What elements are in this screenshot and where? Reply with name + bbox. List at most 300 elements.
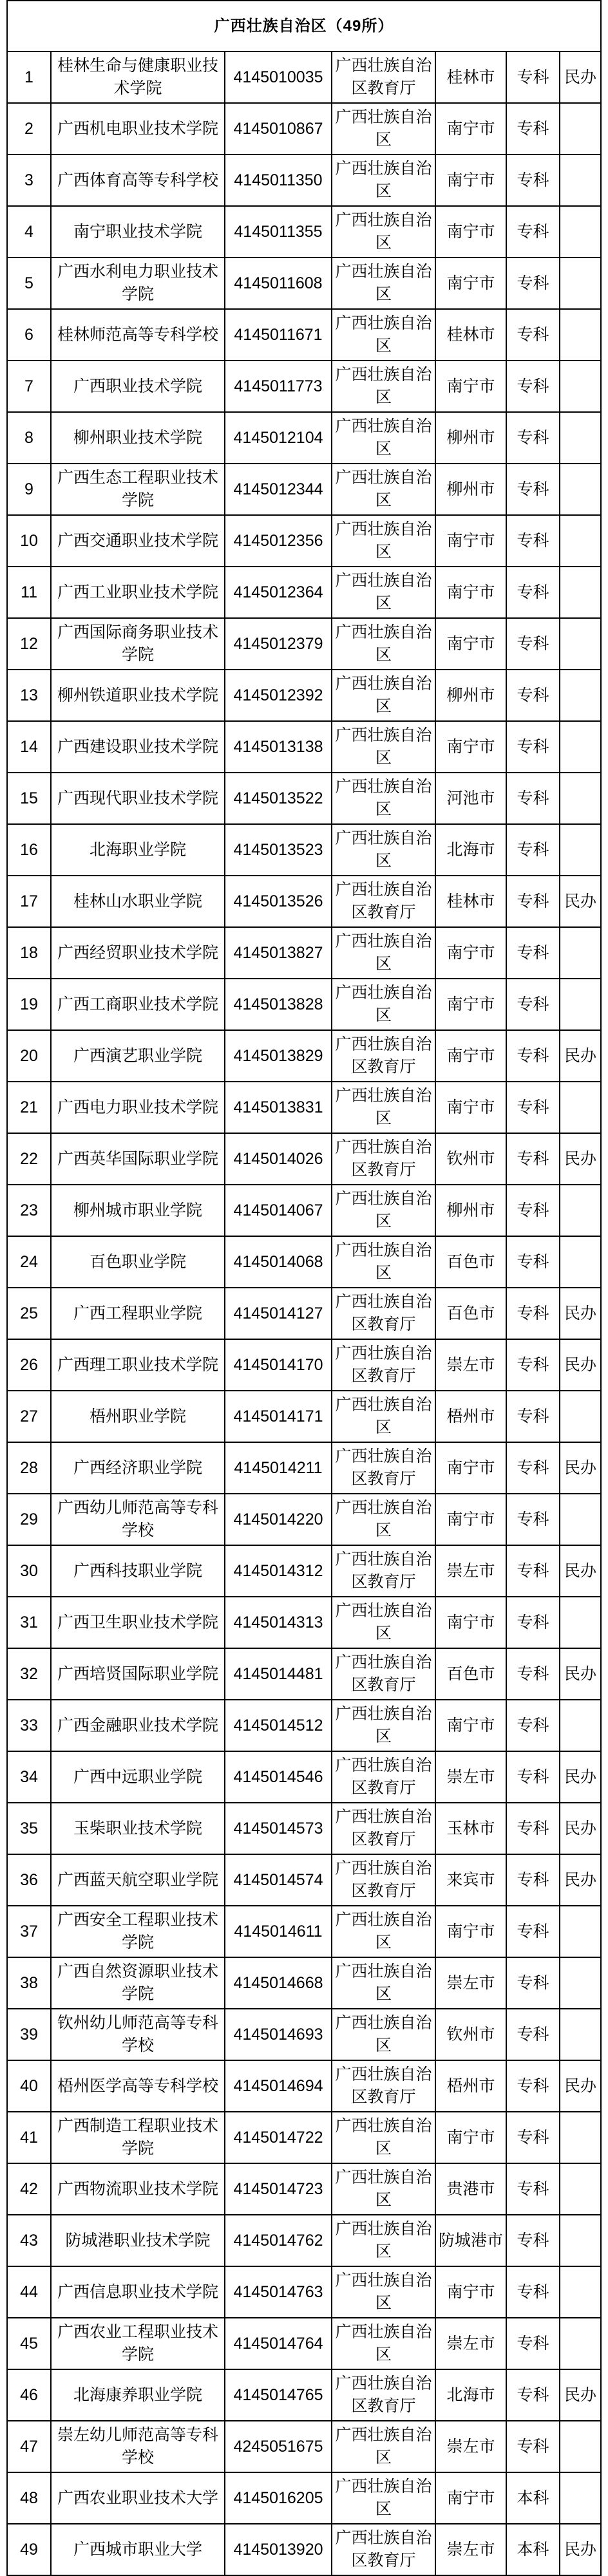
school-name-cell: 广西英华国际职业学院 [51,1133,225,1185]
city-cell: 南宁市 [435,1906,506,1957]
table-row [7,464,601,515]
row-number-cell: 21 [7,1082,51,1133]
table-row [7,1597,601,1648]
table-row [7,258,601,309]
ownership-cell: 民办 [560,2369,601,2421]
city-cell: 柳州市 [435,464,506,515]
school-name-cell: 广西城市职业大学 [51,2524,225,2575]
school-code-cell: 4145014546 [225,1751,332,1803]
city-cell: 百色市 [435,1648,506,1700]
school-name-cell: 广西自然资源职业技术学院 [51,1957,225,2009]
city-cell: 南宁市 [435,927,506,979]
school-name-cell: 百色职业学院 [51,1236,225,1288]
ownership-cell: 民办 [560,1854,601,1906]
row-number-cell: 28 [7,1442,51,1494]
table-row [7,103,601,155]
row-number-cell: 10 [7,515,51,567]
ownership-cell [560,412,601,464]
row-number-cell: 35 [7,1803,51,1854]
authority-cell: 广西壮族自治区 [332,927,435,979]
authority-cell: 广西壮族自治区 [332,2421,435,2472]
ownership-cell [560,1597,601,1648]
row-number-cell: 20 [7,1030,51,1082]
row-number-cell: 33 [7,1700,51,1751]
ownership-cell [560,1082,601,1133]
table-row [7,1957,601,2009]
city-cell: 南宁市 [435,206,506,258]
authority-cell: 广西壮族自治区教育厅 [332,1803,435,1854]
row-number-cell: 7 [7,361,51,412]
school-code-cell: 4145013523 [225,824,332,876]
level-cell: 专科 [506,155,560,206]
city-cell: 柳州市 [435,1185,506,1236]
city-cell: 桂林市 [435,309,506,361]
table-row [7,1185,601,1236]
ownership-cell [560,1957,601,2009]
row-number-cell: 48 [7,2472,51,2524]
table-row [7,515,601,567]
city-cell: 桂林市 [435,52,506,103]
authority-cell: 广西壮族自治区教育厅 [332,2524,435,2575]
school-name-cell: 广西交通职业技术学院 [51,515,225,567]
school-name-cell: 广西工程职业学院 [51,1288,225,1339]
school-code-cell: 4145014722 [225,2112,332,2163]
school-name-cell: 北海职业学院 [51,824,225,876]
row-number-cell: 37 [7,1906,51,1957]
school-name-cell: 桂林山水职业学院 [51,876,225,927]
school-name-cell: 南宁职业技术学院 [51,206,225,258]
ownership-cell: 民办 [560,2060,601,2112]
row-number-cell: 30 [7,1545,51,1597]
school-name-cell: 柳州城市职业学院 [51,1185,225,1236]
school-code-cell: 4145014668 [225,1957,332,2009]
city-cell: 南宁市 [435,618,506,670]
level-cell: 专科 [506,103,560,155]
school-code-cell: 4145014694 [225,2060,332,2112]
level-cell: 专科 [506,2009,560,2060]
school-code-cell: 4145013831 [225,1082,332,1133]
school-name-cell: 桂林师范高等专科学校 [51,309,225,361]
school-name-cell: 广西信息职业技术学院 [51,2266,225,2318]
school-name-cell: 广西经济职业学院 [51,1442,225,1494]
level-cell: 专科 [506,1854,560,1906]
table-row [7,773,601,824]
authority-cell: 广西壮族自治区 [332,206,435,258]
level-cell: 专科 [506,1236,560,1288]
city-cell: 柳州市 [435,412,506,464]
row-number-cell: 25 [7,1288,51,1339]
school-code-cell: 4145013526 [225,876,332,927]
row-number-cell: 32 [7,1648,51,1700]
school-code-cell: 4145013827 [225,927,332,979]
school-name-cell: 广西电力职业技术学院 [51,1082,225,1133]
ownership-cell [560,155,601,206]
level-cell: 专科 [506,979,560,1030]
school-code-cell: 4145014067 [225,1185,332,1236]
table-row [7,1545,601,1597]
city-cell: 防城港市 [435,2215,506,2266]
school-code-cell: 4145012379 [225,618,332,670]
table-row [7,1133,601,1185]
city-cell: 南宁市 [435,1597,506,1648]
school-code-cell: 4145013138 [225,721,332,773]
ownership-cell [560,515,601,567]
ownership-cell [560,1906,601,1957]
school-name-cell: 广西职业技术学院 [51,361,225,412]
level-cell: 专科 [506,2318,560,2369]
authority-cell: 广西壮族自治区 [332,979,435,1030]
ownership-cell [560,670,601,721]
school-name-cell: 广西国际商务职业技术学院 [51,618,225,670]
level-cell: 专科 [506,773,560,824]
row-number-cell: 19 [7,979,51,1030]
table-row [7,1803,601,1854]
ownership-cell: 民办 [560,1751,601,1803]
level-cell: 专科 [506,1803,560,1854]
ownership-cell: 民办 [560,2524,601,2575]
ownership-cell [560,2215,601,2266]
table-row [7,1236,601,1288]
school-code-cell: 4145013920 [225,2524,332,2575]
table-row [7,2318,601,2369]
table-row [7,1648,601,1700]
authority-cell: 广西壮族自治区教育厅 [332,52,435,103]
city-cell: 南宁市 [435,155,506,206]
level-cell: 专科 [506,1288,560,1339]
authority-cell: 广西壮族自治区教育厅 [332,876,435,927]
authority-cell: 广西壮族自治区教育厅 [332,1442,435,1494]
school-name-cell: 广西工商职业技术学院 [51,979,225,1030]
level-cell: 专科 [506,412,560,464]
school-name-cell: 钦州幼儿师范高等专科学校 [51,2009,225,2060]
row-number-cell: 15 [7,773,51,824]
city-cell: 南宁市 [435,2266,506,2318]
city-cell: 崇左市 [435,1751,506,1803]
level-cell: 专科 [506,52,560,103]
school-name-cell: 防城港职业技术学院 [51,2215,225,2266]
authority-cell: 广西壮族自治区 [332,2112,435,2163]
school-name-cell: 广西幼儿师范高等专科学校 [51,1494,225,1545]
city-cell: 南宁市 [435,567,506,618]
city-cell: 钦州市 [435,2009,506,2060]
level-cell: 专科 [506,1391,560,1442]
city-cell: 来宾市 [435,1854,506,1906]
school-code-cell: 4145014574 [225,1854,332,1906]
row-number-cell: 6 [7,309,51,361]
level-cell: 专科 [506,670,560,721]
school-code-cell: 4145014764 [225,2318,332,2369]
authority-cell: 广西壮族自治区教育厅 [332,1133,435,1185]
authority-cell: 广西壮族自治区 [332,258,435,309]
school-code-cell: 4145014611 [225,1906,332,1957]
ownership-cell: 民办 [560,1339,601,1391]
level-cell: 专科 [506,1082,560,1133]
authority-cell: 广西壮族自治区 [332,773,435,824]
city-cell: 崇左市 [435,1339,506,1391]
authority-cell: 广西壮族自治区教育厅 [332,1545,435,1597]
row-number-cell: 23 [7,1185,51,1236]
school-code-cell: 4145014312 [225,1545,332,1597]
level-cell: 专科 [506,2112,560,2163]
school-code-cell: 4145012356 [225,515,332,567]
authority-cell: 广西壮族自治区 [332,1700,435,1751]
authority-cell: 广西壮族自治区 [332,1391,435,1442]
authority-cell: 广西壮族自治区 [332,2215,435,2266]
row-number-cell: 46 [7,2369,51,2421]
school-name-cell: 广西水利电力职业技术学院 [51,258,225,309]
row-number-cell: 29 [7,1494,51,1545]
school-code-cell: 4145012344 [225,464,332,515]
ownership-cell [560,927,601,979]
table-row [7,206,601,258]
authority-cell: 广西壮族自治区 [332,1957,435,2009]
school-code-cell: 4145014211 [225,1442,332,1494]
school-code-cell: 4145014763 [225,2266,332,2318]
authority-cell: 广西壮族自治区教育厅 [332,2369,435,2421]
school-code-cell: 4145014068 [225,1236,332,1288]
table-row [7,567,601,618]
table-title: 广西壮族自治区（49所） [7,1,601,52]
table-row [7,670,601,721]
ownership-cell [560,2163,601,2215]
authority-cell: 广西壮族自治区 [332,361,435,412]
city-cell: 南宁市 [435,2112,506,2163]
table-row [7,309,601,361]
authority-cell: 广西壮族自治区 [332,309,435,361]
ownership-cell [560,2318,601,2369]
authority-cell: 广西壮族自治区 [332,824,435,876]
school-code-cell: 4145012364 [225,567,332,618]
school-code-cell: 4145011608 [225,258,332,309]
authority-cell: 广西壮族自治区教育厅 [332,1648,435,1700]
ownership-cell [560,721,601,773]
table-body [7,52,601,2575]
city-cell: 南宁市 [435,361,506,412]
school-name-cell: 玉柴职业技术学院 [51,1803,225,1854]
authority-cell: 广西壮族自治区 [332,1906,435,1957]
school-code-cell: 4145010867 [225,103,332,155]
city-cell: 南宁市 [435,1030,506,1082]
level-cell: 本科 [506,2472,560,2524]
ownership-cell [560,1494,601,1545]
authority-cell: 广西壮族自治区 [332,567,435,618]
row-number-cell: 11 [7,567,51,618]
authority-cell: 广西壮族自治区 [332,155,435,206]
level-cell: 专科 [506,618,560,670]
school-code-cell: 4145014171 [225,1391,332,1442]
table-row [7,412,601,464]
city-cell: 南宁市 [435,979,506,1030]
level-cell: 专科 [506,206,560,258]
table-row [7,1906,601,1957]
table-row [7,52,601,103]
ownership-cell: 民办 [560,1648,601,1700]
university-table [6,0,602,2576]
school-code-cell: 4145014313 [225,1597,332,1648]
ownership-cell [560,309,601,361]
city-cell: 南宁市 [435,1082,506,1133]
school-name-cell: 广西农业工程职业技术学院 [51,2318,225,2369]
school-code-cell: 4145011350 [225,155,332,206]
row-number-cell: 8 [7,412,51,464]
authority-cell: 广西壮族自治区 [332,670,435,721]
level-cell: 专科 [506,1339,560,1391]
school-code-cell: 4145014127 [225,1288,332,1339]
ownership-cell [560,1700,601,1751]
level-cell: 专科 [506,2060,560,2112]
ownership-cell: 民办 [560,52,601,103]
table-row [7,1288,601,1339]
school-name-cell: 广西演艺职业学院 [51,1030,225,1082]
school-code-cell: 4145011355 [225,206,332,258]
level-cell: 专科 [506,361,560,412]
row-number-cell: 31 [7,1597,51,1648]
city-cell: 梧州市 [435,2060,506,2112]
city-cell: 百色市 [435,1236,506,1288]
school-code-cell: 4145014512 [225,1700,332,1751]
city-cell: 南宁市 [435,721,506,773]
school-code-cell: 4145011671 [225,309,332,361]
row-number-cell: 1 [7,52,51,103]
city-cell: 崇左市 [435,2318,506,2369]
row-number-cell: 5 [7,258,51,309]
row-number-cell: 9 [7,464,51,515]
authority-cell: 广西壮族自治区 [332,103,435,155]
table-row [7,2060,601,2112]
city-cell: 北海市 [435,2369,506,2421]
city-cell: 百色市 [435,1288,506,1339]
row-number-cell: 18 [7,927,51,979]
school-code-cell: 4145014762 [225,2215,332,2266]
level-cell: 专科 [506,1957,560,2009]
level-cell: 专科 [506,2369,560,2421]
table-row [7,1442,601,1494]
ownership-cell: 民办 [560,1442,601,1494]
ownership-cell [560,2266,601,2318]
ownership-cell [560,206,601,258]
table-row [7,2266,601,2318]
school-code-cell: 4145014026 [225,1133,332,1185]
row-number-cell: 47 [7,2421,51,2472]
level-cell: 专科 [506,1545,560,1597]
city-cell: 崇左市 [435,1957,506,2009]
city-cell: 梧州市 [435,1391,506,1442]
school-name-cell: 广西机电职业技术学院 [51,103,225,155]
table-row [7,155,601,206]
row-number-cell: 16 [7,824,51,876]
school-code-cell: 4145012392 [225,670,332,721]
authority-cell: 广西壮族自治区 [332,515,435,567]
city-cell: 南宁市 [435,515,506,567]
school-name-cell: 崇左幼儿师范高等专科学校 [51,2421,225,2472]
authority-cell: 广西壮族自治区 [332,618,435,670]
authority-cell: 广西壮族自治区教育厅 [332,1339,435,1391]
ownership-cell [560,361,601,412]
level-cell: 专科 [506,1185,560,1236]
level-cell: 专科 [506,2266,560,2318]
city-cell: 南宁市 [435,103,506,155]
city-cell: 南宁市 [435,1700,506,1751]
authority-cell: 广西壮族自治区 [332,2009,435,2060]
school-name-cell: 广西安全工程职业技术学院 [51,1906,225,1957]
ownership-cell [560,773,601,824]
level-cell: 专科 [506,1906,560,1957]
level-cell: 专科 [506,721,560,773]
ownership-cell: 民办 [560,1803,601,1854]
table-row [7,2009,601,2060]
authority-cell: 广西壮族自治区 [332,1185,435,1236]
ownership-cell [560,2472,601,2524]
ownership-cell [560,258,601,309]
authority-cell: 广西壮族自治区教育厅 [332,2060,435,2112]
ownership-cell [560,979,601,1030]
school-name-cell: 梧州医学高等专科学校 [51,2060,225,2112]
authority-cell: 广西壮族自治区 [332,2318,435,2369]
authority-cell: 广西壮族自治区 [332,2266,435,2318]
table-row [7,618,601,670]
row-number-cell: 13 [7,670,51,721]
level-cell: 专科 [506,824,560,876]
city-cell: 崇左市 [435,1545,506,1597]
school-name-cell: 柳州职业技术学院 [51,412,225,464]
row-number-cell: 43 [7,2215,51,2266]
row-number-cell: 27 [7,1391,51,1442]
level-cell: 专科 [506,1700,560,1751]
level-cell: 专科 [506,515,560,567]
city-cell: 柳州市 [435,670,506,721]
ownership-cell: 民办 [560,1545,601,1597]
authority-cell: 广西壮族自治区 [332,721,435,773]
school-name-cell: 广西制造工程职业技术学院 [51,2112,225,2163]
authority-cell: 广西壮族自治区 [332,1597,435,1648]
ownership-cell [560,567,601,618]
level-cell: 专科 [506,1751,560,1803]
city-cell: 桂林市 [435,876,506,927]
level-cell: 专科 [506,309,560,361]
row-number-cell: 24 [7,1236,51,1288]
authority-cell: 广西壮族自治区教育厅 [332,1751,435,1803]
table-row [7,1854,601,1906]
level-cell: 本科 [506,2524,560,2575]
school-name-cell: 广西工业职业技术学院 [51,567,225,618]
table-row [7,1700,601,1751]
level-cell: 专科 [506,1648,560,1700]
school-name-cell: 梧州职业学院 [51,1391,225,1442]
row-number-cell: 14 [7,721,51,773]
ownership-cell [560,103,601,155]
table-row [7,876,601,927]
table-row [7,2472,601,2524]
table-row [7,721,601,773]
school-name-cell: 北海康养职业学院 [51,2369,225,2421]
level-cell: 专科 [506,2215,560,2266]
school-name-cell: 广西现代职业技术学院 [51,773,225,824]
row-number-cell: 39 [7,2009,51,2060]
school-name-cell: 广西理工职业技术学院 [51,1339,225,1391]
school-name-cell: 广西科技职业学院 [51,1545,225,1597]
city-cell: 北海市 [435,824,506,876]
authority-cell: 广西壮族自治区 [332,2472,435,2524]
school-name-cell: 广西培贤国际职业学院 [51,1648,225,1700]
school-name-cell: 广西物流职业技术学院 [51,2163,225,2215]
authority-cell: 广西壮族自治区 [332,2163,435,2215]
table-row [7,1751,601,1803]
authority-cell: 广西壮族自治区教育厅 [332,1030,435,1082]
city-cell: 南宁市 [435,2472,506,2524]
row-number-cell: 17 [7,876,51,927]
city-cell: 南宁市 [435,1494,506,1545]
authority-cell: 广西壮族自治区 [332,1494,435,1545]
